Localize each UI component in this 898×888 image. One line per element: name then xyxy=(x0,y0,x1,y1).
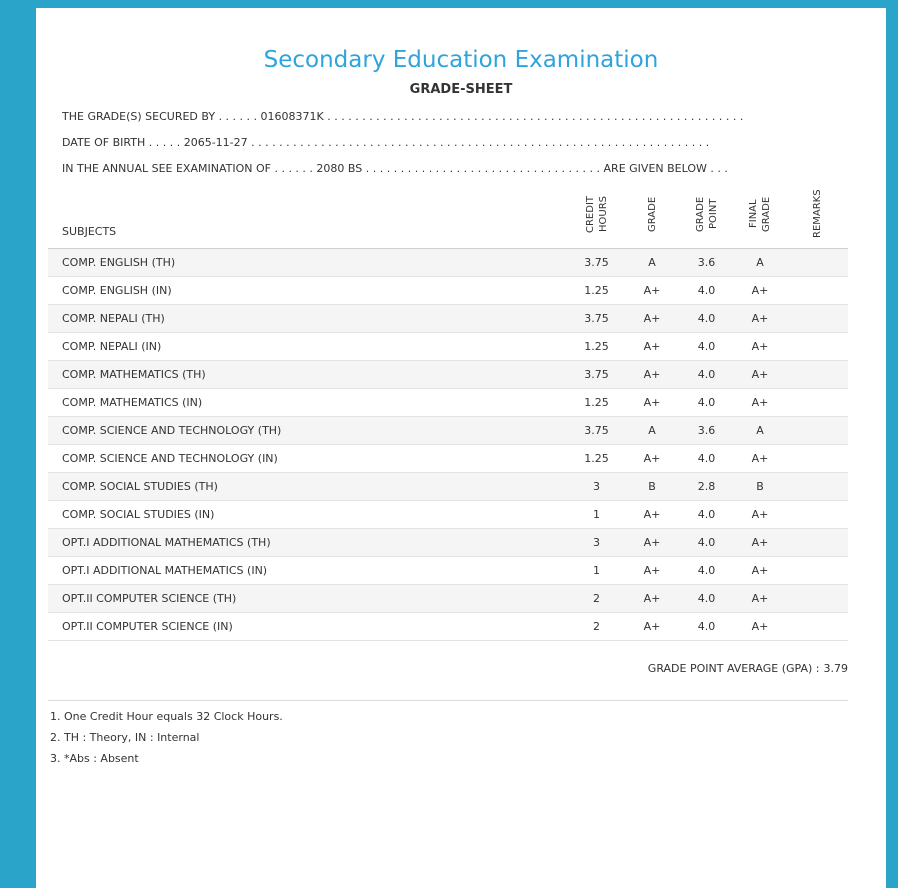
date-of-birth-label: DATE OF BIRTH xyxy=(62,136,146,149)
footnotes xyxy=(50,710,886,765)
grade-point-cell: 2.8 xyxy=(679,473,734,501)
remarks-cell xyxy=(786,361,848,389)
grade-table-header xyxy=(48,188,848,249)
final-grade-cell: A+ xyxy=(734,613,786,641)
credit-hours-cell: 3 xyxy=(568,473,625,501)
grade-cell: A+ xyxy=(625,445,679,473)
grade-sheet-subtitle: GRADE-SHEET xyxy=(409,82,513,97)
table-row xyxy=(48,417,848,445)
table-row xyxy=(48,305,848,333)
grade-table xyxy=(48,188,848,641)
credit-hours-cell: 1 xyxy=(568,557,625,585)
credit-hours-cell: 3 xyxy=(568,529,625,557)
grade-cell: A+ xyxy=(625,389,679,417)
grade-point-cell: 3.6 xyxy=(679,417,734,445)
subject-cell: COMP. SCIENCE AND TECHNOLOGY (IN) xyxy=(48,445,568,473)
date-of-birth-value: 2065-11-27 xyxy=(183,136,248,149)
credit-hours-cell: 1.25 xyxy=(568,333,625,361)
credit-hours-cell: 3.75 xyxy=(568,417,625,445)
grade-cell: A+ xyxy=(625,529,679,557)
credit-hours-cell: 3.75 xyxy=(568,305,625,333)
grade-cell: A+ xyxy=(625,333,679,361)
credit-hours-cell: 3.75 xyxy=(568,361,625,389)
grade-point-cell: 4.0 xyxy=(679,501,734,529)
table-row xyxy=(48,613,848,641)
grade-point-cell: 4.0 xyxy=(679,529,734,557)
subject-cell: OPT.I ADDITIONAL MATHEMATICS (TH) xyxy=(48,529,568,557)
final-grade-cell: A+ xyxy=(734,501,786,529)
remarks-cell xyxy=(786,277,848,305)
table-row xyxy=(48,557,848,585)
subject-cell: COMP. SCIENCE AND TECHNOLOGY (TH) xyxy=(48,417,568,445)
subject-cell: OPT.II COMPUTER SCIENCE (TH) xyxy=(48,585,568,613)
remarks-cell xyxy=(786,557,848,585)
page-title: Secondary Education Examination xyxy=(263,47,659,73)
remarks-cell xyxy=(786,305,848,333)
credit-hours-cell: 3.75 xyxy=(568,249,625,277)
subject-cell: OPT.II COMPUTER SCIENCE (IN) xyxy=(48,613,568,641)
table-row xyxy=(48,277,848,305)
remarks-cell xyxy=(786,249,848,277)
credit-hours-cell: 1.25 xyxy=(568,277,625,305)
grade-point-cell: 4.0 xyxy=(679,585,734,613)
final-grade-cell: A+ xyxy=(734,389,786,417)
remarks-cell xyxy=(786,613,848,641)
table-row xyxy=(48,249,848,277)
subject-cell: OPT.I ADDITIONAL MATHEMATICS (IN) xyxy=(48,557,568,585)
grade-cell: A+ xyxy=(625,305,679,333)
secured-by-label: THE GRADE(S) SECURED BY xyxy=(62,110,216,123)
table-row xyxy=(48,529,848,557)
exam-year-value: 2080 BS xyxy=(316,162,363,175)
table-row xyxy=(48,333,848,361)
gpa-value: 3.79 xyxy=(823,662,848,675)
grade-cell: A+ xyxy=(625,557,679,585)
column-header-credit-hours: CREDIT HOURS xyxy=(568,188,625,249)
remarks-cell xyxy=(786,389,848,417)
grade-cell: A+ xyxy=(625,585,679,613)
credit-hours-cell: 1.25 xyxy=(568,445,625,473)
column-header-grade-point: GRADE POINT xyxy=(679,188,734,249)
grade-cell: B xyxy=(625,473,679,501)
exam-year-label: IN THE ANNUAL SEE EXAMINATION OF xyxy=(62,162,271,175)
subject-cell: COMP. SOCIAL STUDIES (TH) xyxy=(48,473,568,501)
exam-year-suffix: ARE GIVEN BELOW . . . xyxy=(603,162,728,175)
final-grade-cell: A+ xyxy=(734,557,786,585)
remarks-cell xyxy=(786,417,848,445)
credit-hours-cell: 1 xyxy=(568,501,625,529)
final-grade-cell: A+ xyxy=(734,529,786,557)
grade-point-cell: 4.0 xyxy=(679,389,734,417)
subject-cell: COMP. SOCIAL STUDIES (IN) xyxy=(48,501,568,529)
grade-point-cell: 4.0 xyxy=(679,361,734,389)
credit-hours-cell: 2 xyxy=(568,613,625,641)
subject-cell: COMP. MATHEMATICS (TH) xyxy=(48,361,568,389)
footnotes-divider xyxy=(48,700,848,701)
grade-cell: A xyxy=(625,249,679,277)
final-grade-cell: B xyxy=(734,473,786,501)
table-row xyxy=(48,389,848,417)
dot-leader: . . . . . . xyxy=(274,162,313,175)
final-grade-cell: A+ xyxy=(734,305,786,333)
column-header-grade: GRADE xyxy=(625,188,679,249)
grade-cell: A+ xyxy=(625,501,679,529)
remarks-cell xyxy=(786,585,848,613)
gpa-label: GRADE POINT AVERAGE (GPA) : xyxy=(647,662,820,675)
subject-cell: COMP. ENGLISH (IN) xyxy=(48,277,568,305)
gpa-line xyxy=(48,662,848,675)
symbol-number-value: 01608371K xyxy=(260,110,324,123)
final-grade-cell: A xyxy=(734,249,786,277)
column-header-final-grade: FINAL GRADE xyxy=(734,188,786,249)
dot-leader: . . . . . . . . . . . . . . . . . . . . . . . . . . . . . . . . . . xyxy=(365,162,601,175)
final-grade-cell: A+ xyxy=(734,445,786,473)
subject-cell: COMP. NEPALI (TH) xyxy=(48,305,568,333)
info-line-secured-by xyxy=(62,110,824,123)
grade-point-cell: 4.0 xyxy=(679,445,734,473)
subject-cell: COMP. MATHEMATICS (IN) xyxy=(48,389,568,417)
table-row xyxy=(48,585,848,613)
final-grade-cell: A+ xyxy=(734,361,786,389)
credit-hours-cell: 1.25 xyxy=(568,389,625,417)
remarks-cell xyxy=(786,445,848,473)
footnote-th-in: 2. TH : Theory, IN : Internal xyxy=(50,731,200,744)
grade-point-cell: 4.0 xyxy=(679,557,734,585)
footnote-credit-hour: 1. One Credit Hour equals 32 Clock Hours. xyxy=(50,710,283,723)
dot-leader: . . . . . . . . . . . . . . . . . . . . . . . . . . . . . . . . . . . . . . . . . . . . . . . . . . . . . . . . . . . . xyxy=(327,110,744,123)
remarks-cell xyxy=(786,501,848,529)
info-line-date-of-birth xyxy=(62,136,824,149)
remarks-cell xyxy=(786,529,848,557)
dot-leader: . . . . . xyxy=(148,136,181,149)
grade-cell: A+ xyxy=(625,361,679,389)
dot-leader: . . . . . . xyxy=(218,110,258,123)
grade-cell: A+ xyxy=(625,277,679,305)
grade-point-cell: 3.6 xyxy=(679,249,734,277)
dot-leader: . . . . . . . . . . . . . . . . . . . . . . . . . . . . . . . . . . . . . . . . . . . . . . . . . . . . . . . . . . . . . . . . . . xyxy=(251,136,710,149)
final-grade-cell: A+ xyxy=(734,277,786,305)
final-grade-cell: A+ xyxy=(734,585,786,613)
grade-cell: A+ xyxy=(625,613,679,641)
column-header-subjects: SUBJECTS xyxy=(48,188,568,249)
credit-hours-cell: 2 xyxy=(568,585,625,613)
grade-point-cell: 4.0 xyxy=(679,613,734,641)
remarks-cell xyxy=(786,473,848,501)
remarks-cell xyxy=(786,333,848,361)
table-row xyxy=(48,473,848,501)
info-line-exam-year xyxy=(62,162,824,175)
grade-cell: A xyxy=(625,417,679,445)
grade-point-cell: 4.0 xyxy=(679,305,734,333)
grade-sheet-card xyxy=(36,8,886,888)
subject-cell: COMP. NEPALI (IN) xyxy=(48,333,568,361)
footnote-abs: 3. *Abs : Absent xyxy=(50,752,139,765)
candidate-info xyxy=(62,110,824,175)
table-row xyxy=(48,361,848,389)
table-row xyxy=(48,501,848,529)
grade-point-cell: 4.0 xyxy=(679,277,734,305)
final-grade-cell: A xyxy=(734,417,786,445)
table-row xyxy=(48,445,848,473)
column-header-remarks: REMARKS xyxy=(786,188,848,249)
grade-table-body xyxy=(48,249,848,641)
final-grade-cell: A+ xyxy=(734,333,786,361)
grade-point-cell: 4.0 xyxy=(679,333,734,361)
subject-cell: COMP. ENGLISH (TH) xyxy=(48,249,568,277)
